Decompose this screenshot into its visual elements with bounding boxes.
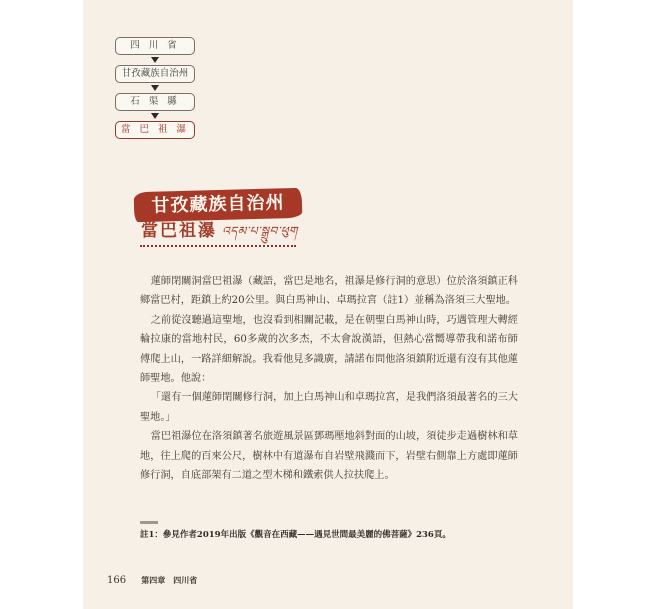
region-banner: 甘孜藏族自治州	[134, 188, 303, 222]
breadcrumb-province: 四 川 省	[115, 37, 195, 55]
place-tibetan-title: འདམ་པ་སྒྲུབ་ཕུག	[222, 224, 298, 238]
paragraph: 當巴祖瀑位在洛須鎮著名旅遊風景區鄧瑪壓地斜對面的山坡，須徒步走過樹林和草地，往上爬的百來公尺，樹林中有道瀑布自岩壁飛濺而下，岩壁右側靠上方處即蓮師修行洞，自底部架有二道之型木梯和鐵索供人拉扶爬上。	[140, 431, 518, 482]
breadcrumb-site: 當 巴 祖 瀑	[115, 121, 195, 139]
down-arrow-icon	[151, 113, 159, 119]
quote-paragraph: 「還有一個蓮師閉關修行洞，加上白馬神山和卓瑪拉宮，是我們洛須最著名的三大聖地。」	[140, 392, 518, 423]
page-number: 166	[107, 575, 127, 586]
down-arrow-icon	[151, 57, 159, 63]
down-arrow-icon	[151, 85, 159, 91]
breadcrumb-prefecture: 甘孜藏族自治州	[115, 65, 195, 83]
title-dotted-rule	[140, 245, 296, 247]
book-page	[83, 0, 573, 609]
paragraph: 蓮師閉關洞當巴祖瀑（藏語，當巴是地名，祖瀑是修行洞的意思）位於洛須鎮正科鄉當巴村，距鎮上約20公里。與白馬神山、卓瑪拉宮（註1）並稱為洛須三大聖地。	[140, 276, 518, 307]
page-footer	[107, 575, 197, 586]
paragraph: 之前從沒聽過這聖地，也沒看到相關記載，是在朝聖白馬神山時，巧遇管理大轉經輪拉康的當地村民，60多歲的次多杰，不太會說漢語，但熱心當嚮導帶我和諾布師傅爬上山，一路詳細解說。我看他見多識廣，請諾布問他洛須鎮附近還有沒有其他蓮師聖地。他說：	[140, 314, 518, 385]
chapter-label: 第四章 四川省	[141, 575, 198, 585]
body-text	[140, 272, 518, 485]
footnote-rule	[140, 521, 158, 524]
footnote: 註1：參見作者2019年出版《觀音在西藏——遇見世間最美麗的佛菩薩》236頁。	[140, 530, 451, 540]
place-title: 當巴祖瀑	[141, 221, 217, 241]
breadcrumb-county: 石 渠 縣	[115, 93, 195, 111]
location-breadcrumb	[115, 37, 195, 139]
